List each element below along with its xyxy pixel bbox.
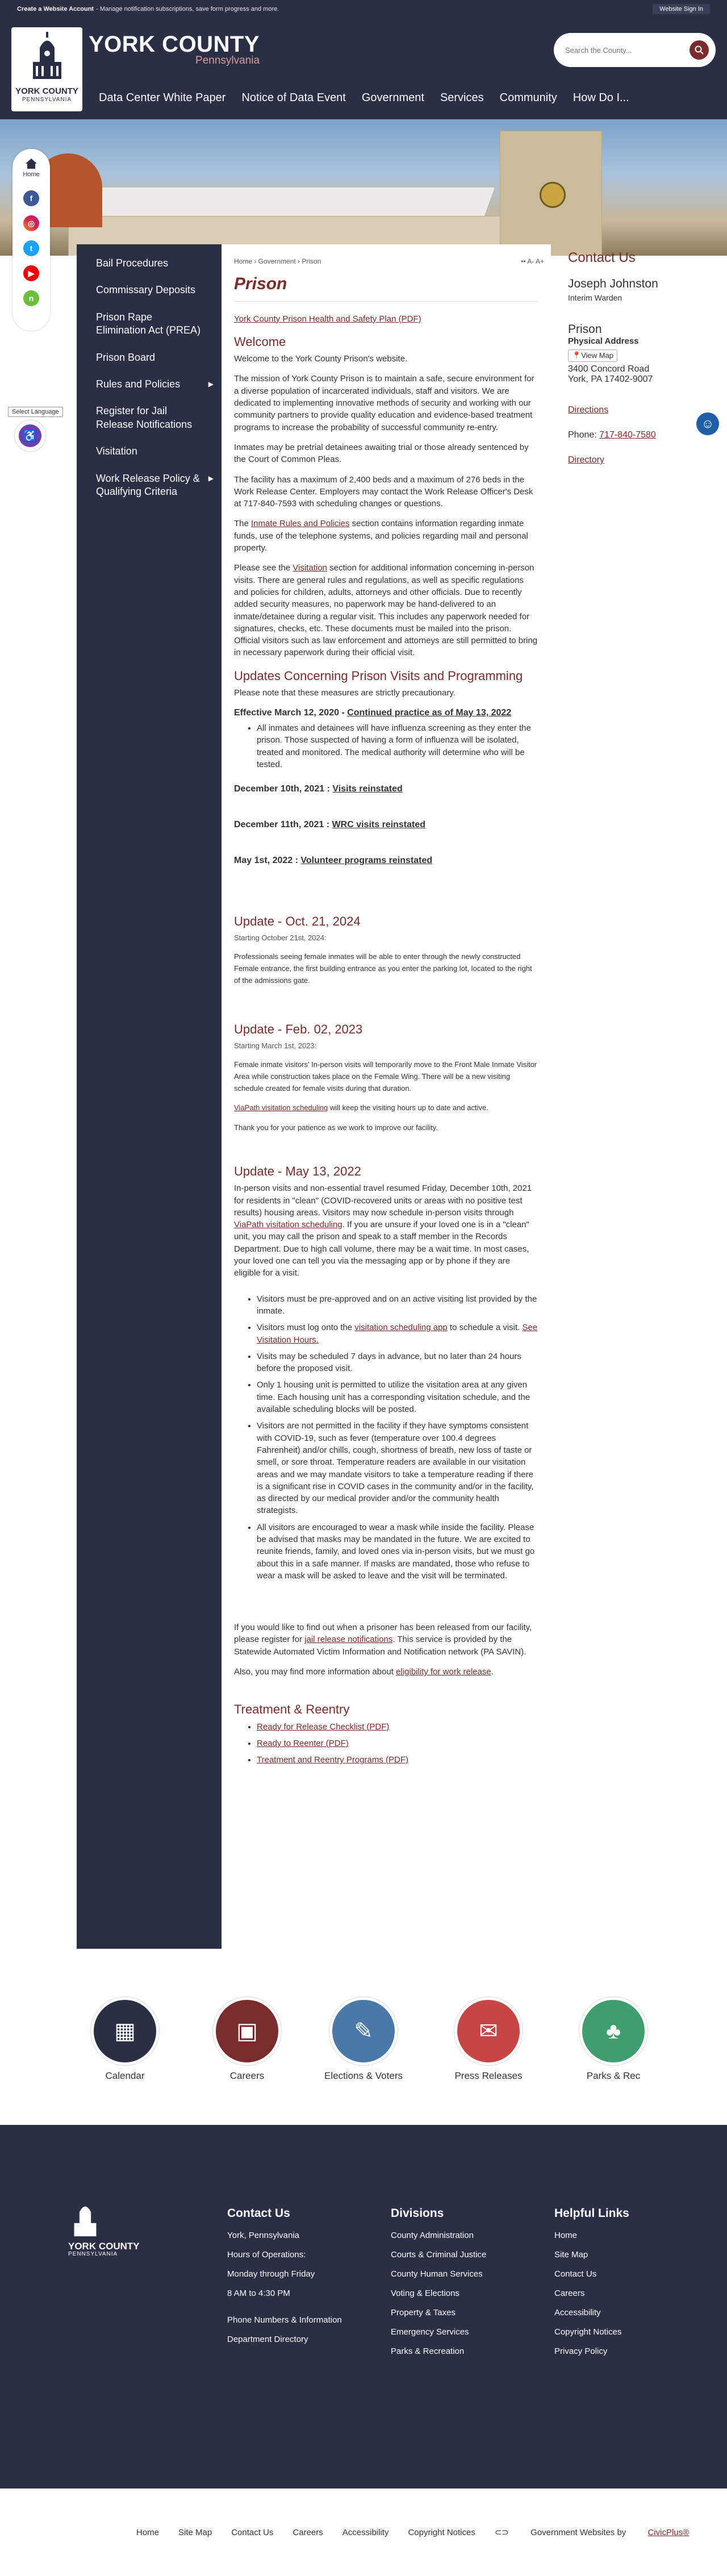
search-box: [554, 33, 716, 67]
rule-housing-unit: • Only 1 housing unit is permitted to utilize the visitation area at any given time. Each housing unit has a corresponding visitation schedule, and the available scheduling blocks will be posted.: [257, 1379, 538, 1415]
footer-directory-link[interactable]: Department Directory: [227, 2335, 308, 2344]
facility-text: The facility has a maximum of 2,400 beds and a maximum of 276 beds in the Work Release Center. Employers may contact the Work Release Officer's Desk at 717-840-7593 with scheduling changes or questions.: [234, 474, 533, 509]
text: Government Websites by: [530, 2528, 629, 2537]
visitation-paragraph: [234, 562, 538, 658]
hero-banner: [0, 119, 727, 256]
footer-days: Monday through Friday: [227, 2269, 315, 2279]
footer-link[interactable]: Home: [554, 2231, 578, 2240]
site-footer: [0, 2125, 727, 2489]
subnav-work-release[interactable]: [77, 465, 222, 506]
rule-7-days: • Visits may be scheduled 7 days in advance, but no later than 24 hours before the proposed visit.: [257, 1350, 538, 1375]
reentry-programs-link[interactable]: Treatment and Reentry Programs (PDF): [257, 1755, 409, 1765]
rule-preapproved: • Visitors must be pre-approved and on an active visiting list provided by the inmate.: [257, 1293, 538, 1318]
calendar-icon: ▦: [94, 2000, 156, 2062]
ballot-icon: ✎: [332, 2000, 395, 2062]
megaphone-icon: ✉: [457, 2000, 520, 2062]
shortcut-elections[interactable]: [318, 2000, 409, 2082]
bottom-link[interactable]: Accessibility: [342, 2527, 389, 2537]
viapath-scheduling-link[interactable]: ViaPath visitation scheduling: [234, 1220, 342, 1230]
nav-community[interactable]: Community: [499, 91, 557, 104]
footer-link[interactable]: Site Map: [554, 2250, 588, 2260]
update-oct-text: Professionals seeing female inmates will be able to enter through the newly constructed Female entrance, the first building entrance as you enter the parking lot, located to the right of the admissions gate.: [234, 952, 532, 985]
phone-line: [568, 430, 716, 440]
contact-sidebar: [568, 250, 716, 465]
footer-link[interactable]: Contact Us: [554, 2269, 597, 2279]
nav-notice-data-event[interactable]: Notice of Data Event: [241, 91, 346, 104]
address-line-2: York, PA 17402-9007: [568, 374, 653, 384]
expand-arrow-icon[interactable]: ▶: [208, 474, 214, 482]
shortcut-label: Press Releases: [454, 2070, 523, 2081]
civicplus-credit: [495, 2527, 689, 2537]
text: . This service is provided by the Statewide Automated Victim Information and Notification network (PA SAVIN).: [234, 1635, 527, 1657]
home-link[interactable]: [23, 158, 39, 178]
visitation-link[interactable]: Visitation: [293, 563, 327, 573]
nav-services[interactable]: Services: [440, 91, 484, 104]
expand-arrow-icon[interactable]: ▶: [208, 380, 214, 388]
text: WRC visits reinstated: [332, 819, 426, 830]
shortcut-label: Parks & Rec: [586, 2070, 641, 2081]
phone-link[interactable]: 717-840-7580: [599, 430, 656, 440]
bottom-link[interactable]: Home: [136, 2527, 160, 2537]
address-label: Physical Address: [568, 336, 639, 346]
nav-data-center[interactable]: Data Center White Paper: [99, 91, 226, 104]
rule-symptoms: • Visitors are not permitted in the facility if they have symptoms consistent with COVID-19, such as fever (temperature over 100.4 degrees Fahrenheit) and/or chills, cough, shortness of breath, new loss of taste or smell, or sore throat. Temperature readers are available in our visitation areas and we may mandate visitors to take a temperature reading if there is a significant rise in COVID cases in the community and/or in the facility, as directed by our medical provider and/or the community health strategists.: [257, 1420, 538, 1516]
site-header: [0, 18, 727, 119]
influenza-item: • All inmates and detainees will have influenza screening as they enter the prison. Those suspected of having a form of influenza will be isolated, treated and monitored. The medical authority will determine who will be tested.: [257, 722, 538, 770]
footer-hours-label: Hours of Operations:: [227, 2250, 306, 2260]
subnav-label: Rules and Policies: [96, 378, 181, 390]
ready-reenter-link[interactable]: Ready to Reenter (PDF): [257, 1738, 349, 1748]
continued-practice: Continued practice as of May 13, 2022: [347, 708, 512, 718]
shortcut-label: Elections & Voters: [324, 2070, 403, 2081]
directions-link[interactable]: Directions: [568, 405, 609, 415]
visitation-hours-link[interactable]: See Visitation Hours.: [257, 1323, 538, 1345]
welcome-heading: Welcome: [234, 334, 286, 349]
update-feb-thanks: Thank you for your patience as we work to improve our facility.: [234, 1123, 438, 1132]
text: May 1st, 2022 :: [234, 855, 301, 865]
main-nav: [91, 81, 637, 115]
instagram-icon[interactable]: ◎: [23, 215, 39, 231]
update-oct-2024-heading: Update - Oct. 21, 2024: [234, 914, 361, 929]
update-feb-2023-heading: Update - Feb. 02, 2023: [234, 1022, 363, 1037]
view-map-label: View Map: [581, 351, 614, 360]
subnav-label: Work Release Policy & Qualifying Criteria: [96, 472, 200, 497]
dept-name: Prison: [568, 323, 602, 336]
contact-role: Interim Warden: [568, 293, 622, 302]
update-feb-start: Starting March 1st, 2023:: [234, 1041, 317, 1050]
twitter-icon[interactable]: t: [23, 240, 39, 256]
nextdoor-icon[interactable]: n: [23, 290, 39, 306]
map-pin-icon: 📍: [572, 351, 582, 360]
effective-date: [234, 707, 538, 720]
view-map-button[interactable]: [568, 349, 617, 362]
rules-paragraph: [234, 518, 538, 554]
footer-helpful-heading: Helpful Links: [554, 2207, 629, 2220]
home-label: Home: [23, 171, 40, 178]
work-release-link[interactable]: eligibility for work release: [396, 1667, 491, 1677]
footer-contact-heading: Contact Us: [227, 2207, 290, 2220]
bottom-link[interactable]: Contact Us: [231, 2527, 274, 2537]
bottom-link[interactable]: Careers: [293, 2527, 323, 2537]
footer-link[interactable]: Copyright Notices: [554, 2327, 622, 2337]
briefcase-icon: ▣: [216, 2000, 278, 2062]
scheduling-app-link[interactable]: visitation scheduling app: [354, 1323, 448, 1333]
updates-heading: Updates Concerning Prison Visits and Programming: [234, 668, 523, 683]
courthouse-icon: [68, 2199, 102, 2239]
inmate-rules-link[interactable]: Inmate Rules and Policies: [251, 519, 350, 529]
footer-link[interactable]: Parks & Recreation: [391, 2346, 465, 2356]
shortcut-careers[interactable]: [202, 2000, 293, 2082]
contact-name: Joseph Johnston: [568, 277, 658, 290]
footer-logo-state: PENNSYLVANIA: [68, 2251, 118, 2257]
text: Visitors must log onto the: [257, 1323, 355, 1333]
update-may-2022-heading: Update - May 13, 2022: [234, 1164, 361, 1179]
footer-divisions: [391, 2207, 486, 2366]
viapath-link[interactable]: ViaPath visitation scheduling: [234, 1103, 328, 1112]
text: December 10th, 2021 :: [234, 784, 333, 794]
health-safety-plan-link[interactable]: York County Prison Health and Safety Plan (PDF): [234, 314, 421, 324]
left-subnav: [77, 244, 222, 1949]
page-title: Prison: [234, 272, 538, 302]
update-feb-link-para: [234, 1102, 538, 1114]
footer-logo-name: YORK COUNTY: [68, 2241, 140, 2252]
text: to schedule a visit.: [447, 1323, 523, 1333]
footer-logo[interactable]: [68, 2199, 140, 2257]
welcome-text: Welcome to the York County Prison's website.: [234, 354, 408, 364]
footer-contact: [227, 2207, 342, 2354]
subnav-rules-policies[interactable]: [77, 371, 222, 398]
footer-helpful: [554, 2207, 629, 2366]
footer-link[interactable]: Accessibility: [554, 2308, 601, 2317]
update-oct-start: Starting October 21st, 2024:: [234, 933, 327, 942]
footer-link[interactable]: Careers: [554, 2289, 585, 2298]
update-may-text: [234, 1182, 538, 1279]
text: Volunteer programs reinstated: [300, 855, 433, 865]
subnav-visitation[interactable]: Visitation: [96, 445, 137, 457]
text: In-person visits and non-essential travel resumed Friday, December 10th, 2021 for residents in "clean" (COVID-recovered units or areas with no positive test results) housing areas. Visitors may now schedule in-person visits through: [234, 1183, 532, 1218]
clock-icon: [540, 182, 566, 208]
site-name: YORK COUNTY: [89, 32, 260, 57]
logo-text: YORK COUNTY: [15, 86, 78, 96]
brand-title[interactable]: [89, 33, 260, 67]
updates-note: Please note that these measures are strictly precautionary.: [234, 687, 456, 698]
page-tools[interactable]: •• A- A+: [521, 257, 544, 265]
social-sidebar: [12, 149, 50, 331]
home-icon: [25, 158, 37, 169]
logo-subtext: PENNSYLVANIA: [22, 96, 72, 103]
nav-government[interactable]: Government: [361, 91, 424, 104]
shortcut-label: Careers: [229, 2070, 265, 2081]
courthouse-icon: [27, 31, 67, 82]
bottom-link[interactable]: Copyright Notices: [408, 2527, 475, 2537]
address-line-1: 3400 Concord Road: [568, 364, 650, 374]
phone-label: Phone:: [568, 430, 600, 440]
create-account-link[interactable]: Create a Website Account: [17, 6, 94, 12]
visits-reinstated: [234, 783, 538, 796]
text: section contains information regarding inmate funds, use of the telephone systems, and policies regarding mail and personal property.: [234, 519, 528, 553]
wrc-reinstated: [234, 819, 538, 832]
footer-phone-link[interactable]: Phone Numbers & Information: [227, 2315, 342, 2325]
site-state: Pennsylvania: [195, 55, 260, 66]
sign-in-button[interactable]: Website Sign In: [653, 4, 710, 14]
main-content: [222, 244, 551, 1949]
search-icon: [695, 45, 704, 55]
release-checklist-link[interactable]: Ready for Release Checklist (PDF): [257, 1721, 390, 1732]
notification-message: - Manage notification subscriptions, save form progress and more.: [96, 6, 279, 12]
jail-release-link[interactable]: jail release notifications: [304, 1635, 393, 1645]
accessibility-icon: ♿: [19, 424, 41, 447]
footer-link[interactable]: County Human Services: [391, 2269, 483, 2279]
text: .: [491, 1667, 494, 1677]
footer-link[interactable]: Property & Taxes: [391, 2308, 456, 2317]
subnav-prison-board[interactable]: Prison Board: [96, 351, 156, 363]
county-logo[interactable]: [11, 27, 82, 111]
update-feb-text: Female inmate visitors' In-person visits will temporarily move to the Front Male Inmate Visitor Area while construction takes place on the Female Wing. There will be a new visiting schedule created for female visits during that duration.: [234, 1060, 537, 1093]
tree-icon: ♣: [582, 2000, 645, 2062]
shortcut-press[interactable]: [443, 2000, 534, 2082]
text: Visits reinstated: [332, 784, 403, 794]
nav-how-do-i[interactable]: How Do I...: [573, 91, 629, 104]
shortcut-parks[interactable]: [568, 2000, 659, 2082]
directory-link[interactable]: Directory: [568, 455, 605, 465]
bottom-link[interactable]: Site Map: [178, 2527, 212, 2537]
text: The: [234, 519, 252, 529]
text: . If you are unsure if your loved one is in a "clean" unit, you may call the prison and speak to a staff member in the Records Department. Due to high call volume, there may be a wait time. In most cases, your loved one can tell you via the messaging app or by phone if they are eligible for a visit.: [234, 1220, 529, 1278]
footer-link[interactable]: County Administration: [391, 2231, 474, 2240]
bottom-links: [0, 2489, 727, 2576]
shortcut-calendar[interactable]: [80, 2000, 170, 2082]
search-input[interactable]: [565, 46, 690, 55]
subnav-commissary[interactable]: Commissary Deposits: [96, 284, 196, 296]
work-release-paragraph: [234, 1666, 538, 1678]
accessibility-person-icon: ☺: [701, 416, 715, 431]
civicplus-icon: ⊂⊃: [494, 2528, 512, 2537]
text: Effective March 12, 2020 -: [234, 708, 348, 718]
text: December 11th, 2021 :: [234, 819, 332, 830]
language-select[interactable]: Select Language: [8, 407, 63, 417]
youtube-icon[interactable]: ▶: [23, 265, 39, 281]
shortcut-label: Calendar: [105, 2070, 145, 2081]
accessibility-widget[interactable]: [15, 420, 45, 451]
release-paragraph: [234, 1622, 538, 1658]
facebook-icon[interactable]: f: [23, 190, 39, 206]
mission-text: The mission of York County Prison is to maintain a safe, secure environment for a diverse population of incarcerated individuals, staff and visitors. We are dedicated to implementing innovative methods of security and working with our community partners to provide quality education and evidence-based treatment programs to increase the probability of successful community re-entry.: [234, 374, 534, 432]
quick-links: [0, 1977, 727, 2102]
notification-bar: [0, 0, 727, 18]
footer-link[interactable]: Voting & Elections: [391, 2289, 459, 2298]
treatment-heading: Treatment & Reentry: [234, 1702, 350, 1717]
inmates-text: Inmates may be pretrial detainees awaiting trial or those already sentenced by the Court of Common Pleas.: [234, 442, 529, 465]
text: section for additional information concerning in-person visits. There are general rules and regulations, as well as specific regulations and policies for children, adults, attorneys and other officials. Due to recently added security measures, no paperwork may be hand-delivered to an inmate/detainee during a regular visit. This includes any paperwork needed for signatures, checks, etc. These documents must be mailed into the prison. Official visitors such as law enforcement and attorneys are still permitted to bring in necessary paperwork during their official visit.: [234, 563, 538, 658]
footer-divisions-heading: Divisions: [391, 2207, 444, 2220]
footer-city: York, Pennsylvania: [227, 2231, 300, 2240]
text: Also, you may find more information about: [234, 1667, 396, 1677]
footer-times: 8 AM to 4:30 PM: [227, 2289, 290, 2298]
civicplus-link[interactable]: CivicPlus®: [647, 2528, 690, 2537]
search-button[interactable]: [690, 40, 709, 60]
text: will keep the visiting hours up to date and active.: [328, 1103, 488, 1112]
footer-link[interactable]: Privacy Policy: [554, 2346, 608, 2356]
subnav-prea[interactable]: Prison Rape Elimination Act (PREA): [96, 311, 201, 336]
contact-heading: Contact Us: [568, 250, 636, 265]
text: Please see the: [234, 563, 293, 573]
rule-masks: • All visitors are encouraged to wear a mask while inside the facility. Please be advised that masks may be mandated in the future. We are excited to reunite friends, family, and loved ones via in-person visits, but we must go about this in a safe manner. If masks are mandated, those who refuse to wear a mask will be asked to leave and the visit will be terminated.: [257, 1522, 538, 1582]
subnav-bail-procedures[interactable]: Bail Procedures: [96, 257, 169, 269]
subnav-jail-release[interactable]: Register for Jail Release Notifications: [96, 405, 193, 430]
rule-log-on: [257, 1322, 538, 1346]
breadcrumb[interactable]: Home › Government › Prison: [234, 257, 321, 265]
text: If you would like to find out when a prisoner has been released from our facility, please register for: [234, 1623, 532, 1645]
footer-link[interactable]: Emergency Services: [391, 2327, 469, 2337]
footer-link[interactable]: Courts & Criminal Justice: [391, 2250, 487, 2260]
volunteer-reinstated: [234, 855, 538, 868]
